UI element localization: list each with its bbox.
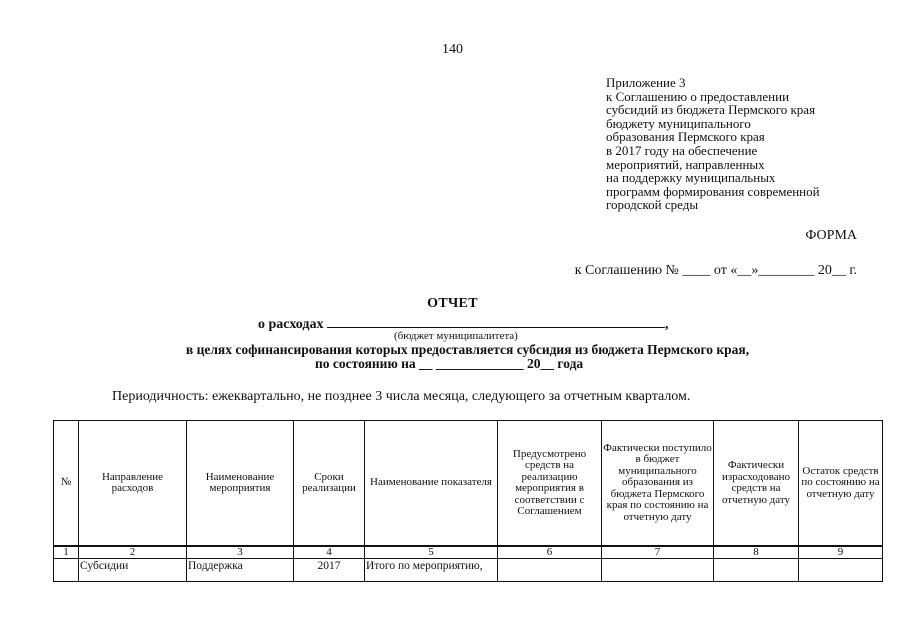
report-purpose: в целях софинансирования которых предоставляется субсидия из бюджета Пермского края, <box>185 342 750 357</box>
column-number: 8 <box>714 546 799 559</box>
column-number: 5 <box>365 546 498 559</box>
periodicity-note: Периодичность: ежеквартально, не позднее 3 числа месяца, следующего за отчетным кварталом. <box>112 389 691 404</box>
appendix-line: в 2017 году на обеспечение <box>606 142 758 158</box>
header-cell-received-funds: Фактически поступило в бюджет муниципального образования из бюджета Пермского края по состоянию на отчетную дату <box>602 421 714 547</box>
appendix-line: Приложение 3 <box>606 75 686 90</box>
table-cell: Итого по мероприятию, <box>365 559 498 582</box>
header-cell-planned-funds: Предусмотрено средств на реализацию мероприятия в соответствии с Соглашением <box>498 421 602 547</box>
column-number: 7 <box>602 546 714 559</box>
report-table <box>53 420 883 582</box>
table-cell <box>498 559 602 582</box>
header-cell-number: № <box>54 421 79 547</box>
table-cell: Поддержка <box>187 559 294 582</box>
table-cell <box>602 559 714 582</box>
form-label: ФОРМА <box>805 228 857 243</box>
report-status-date: по состоянию на __ _____________ 20__ года <box>315 356 584 371</box>
page-number: 140 <box>442 42 463 57</box>
table-cell <box>54 559 79 582</box>
header-cell-remaining-funds: Остаток средств по состоянию на отчетную дату <box>799 421 883 547</box>
table-row <box>54 559 883 582</box>
header-cell-indicator-name: Наименование показателя <box>365 421 498 547</box>
appendix-line: на поддержку муниципальных <box>606 170 776 186</box>
appendix-line: мероприятий, направленных <box>606 156 765 172</box>
column-number: 3 <box>187 546 294 559</box>
appendix-line: субсидий из бюджета Пермского края <box>606 102 816 118</box>
appendix-line: городской среды <box>606 197 699 213</box>
agreement-reference: к Соглашению № ____ от «__»________ 20__ г. <box>574 263 857 278</box>
column-number: 6 <box>498 546 602 559</box>
table-column-numbers-row <box>54 546 883 559</box>
column-number: 1 <box>54 546 79 559</box>
table-cell: Субсидии <box>79 559 187 582</box>
table-cell <box>714 559 799 582</box>
column-number: 9 <box>799 546 883 559</box>
appendix-line: образования Пермского края <box>606 129 765 145</box>
expenses-prefix: о расходах <box>258 317 324 332</box>
table-cell <box>799 559 883 582</box>
column-number: 2 <box>79 546 187 559</box>
appendix-line: программ формирования современной <box>606 183 820 199</box>
header-cell-spent-funds: Фактически израсходовано средств на отчетную дату <box>714 421 799 547</box>
budget-caption: (бюджет муниципалитета) <box>394 330 518 342</box>
table-header-row <box>54 421 883 547</box>
header-cell-event-name: Наименование мероприятия <box>187 421 294 547</box>
budget-blank-field <box>327 315 665 328</box>
header-cell-implementation-period: Сроки реализации <box>294 421 365 547</box>
table-cell: 2017 <box>294 559 365 582</box>
column-number: 4 <box>294 546 365 559</box>
appendix-line: бюджету муниципального <box>606 115 751 131</box>
report-title: ОТЧЕТ <box>427 296 478 311</box>
header-cell-expense-direction: Направление расходов <box>79 421 187 547</box>
appendix-line: к Соглашению о предоставлении <box>606 88 790 104</box>
appendix-block <box>606 76 896 212</box>
expenses-suffix: , <box>664 317 669 332</box>
